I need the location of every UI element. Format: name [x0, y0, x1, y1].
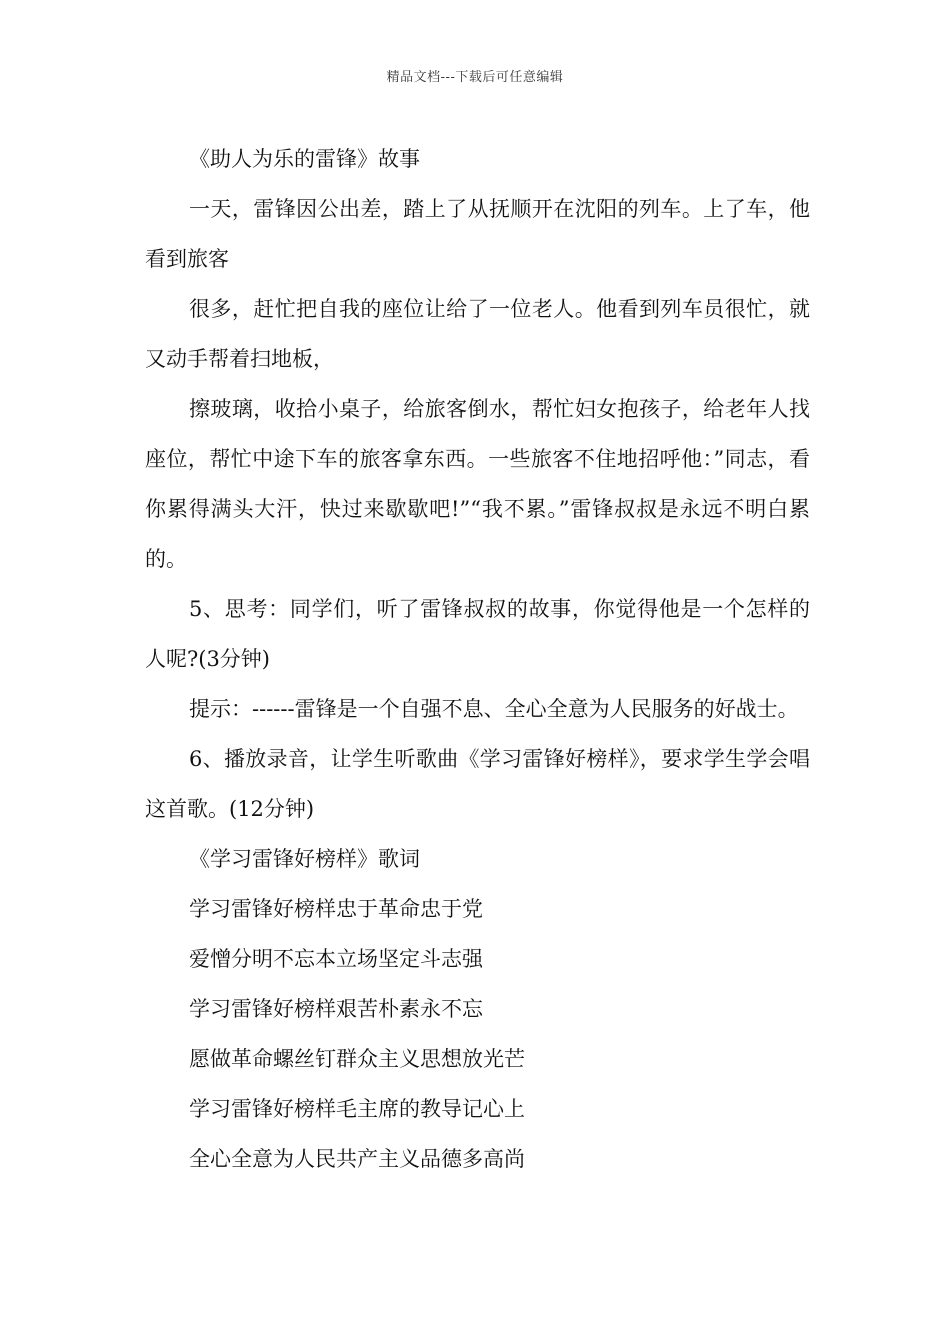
lyrics-line: 愿做革命螺丝钉群众主义思想放光芒	[189, 1047, 525, 1071]
paragraph: 6、播放录音，让学生听歌曲《学习雷锋好榜样》，要求学生学会唱这首歌。(12分钟)	[145, 747, 810, 821]
lyrics-line: 全心全意为人民共产主义品德多高尚	[189, 1147, 525, 1171]
lyrics-line: 学习雷锋好榜样毛主席的教导记心上	[189, 1097, 525, 1121]
paragraph: 一天，雷锋因公出差，踏上了从抚顺开在沈阳的列车。上了车，他看到旅客	[145, 197, 810, 271]
page-header: 精品文档---下载后可任意编辑	[386, 70, 564, 85]
paragraph: 擦玻璃，收拾小桌子，给旅客倒水，帮忙妇女抱孩子，给老年人找座位，帮忙中途下车的旅客拿东西。一些旅客不住地招呼他：”同志，看你累得满头大汗，快过来歇歇吧!”“我不累。”雷锋叔叔是永远不明白累的。	[145, 397, 810, 571]
paragraph: 很多，赶忙把自我的座位让给了一位老人。他看到列车员很忙，就又动手帮着扫地板，	[145, 297, 810, 371]
paragraph: 提示：------雷锋是一个自强不息、全心全意为人民服务的好战士。	[189, 697, 799, 721]
document-body	[145, 134, 810, 1184]
lyrics-line: 学习雷锋好榜样忠于革命忠于党	[189, 897, 483, 921]
lyrics-title: 《学习雷锋好榜样》歌词	[189, 847, 420, 871]
paragraph: 5、思考：同学们，听了雷锋叔叔的故事，你觉得他是一个怎样的人呢?(3分钟)	[145, 597, 810, 671]
lyrics-line: 爱憎分明不忘本立场坚定斗志强	[189, 947, 483, 971]
lyrics-line: 学习雷锋好榜样艰苦朴素永不忘	[189, 997, 483, 1021]
story-title: 《助人为乐的雷锋》故事	[189, 147, 420, 171]
